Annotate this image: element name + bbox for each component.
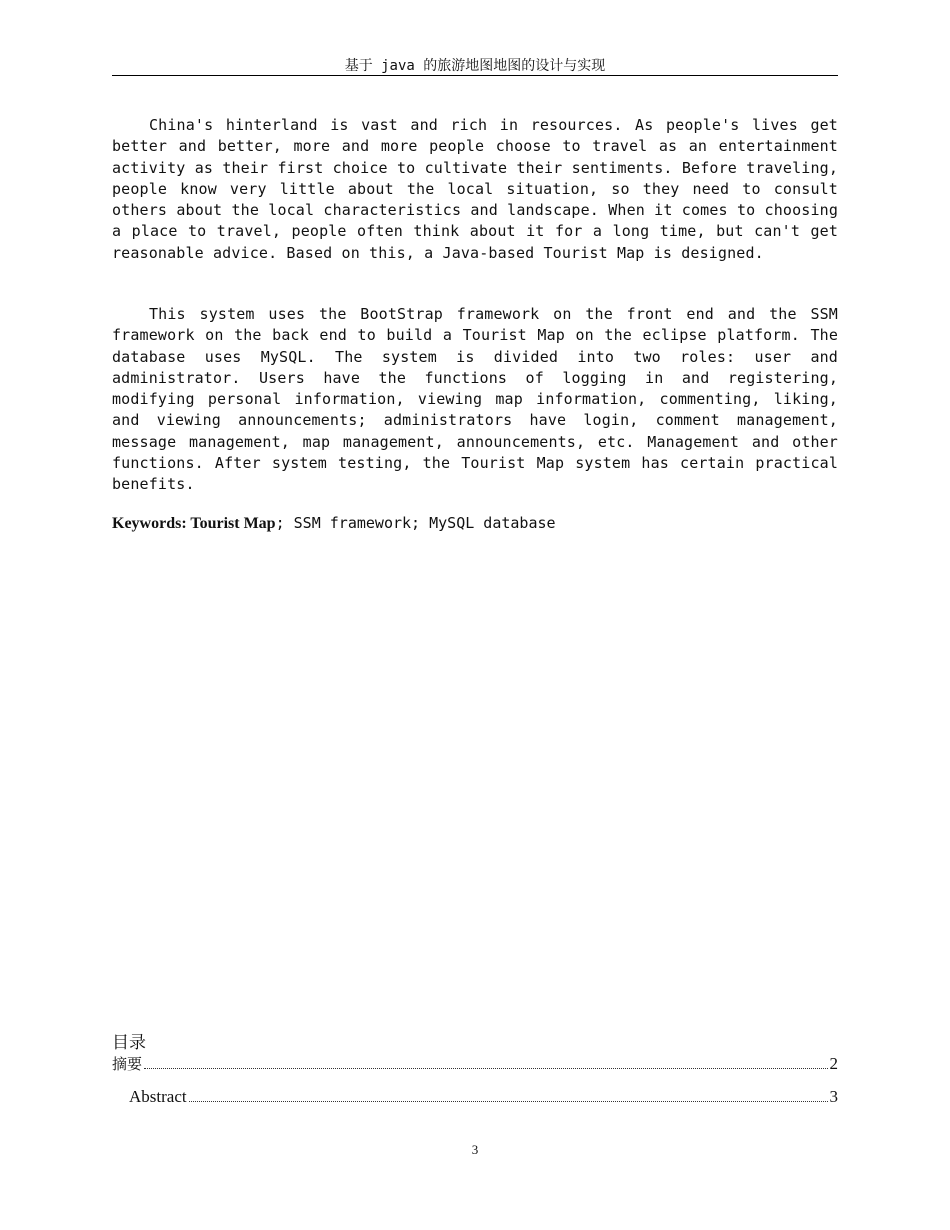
toc-entry-page: 3 [829, 1087, 838, 1106]
toc-entry-label: Abstract [129, 1087, 187, 1106]
header-rule [112, 75, 838, 76]
toc-entry-label: 摘要 [112, 1055, 143, 1073]
toc-leader-dots [189, 1101, 828, 1102]
toc-entry[interactable] [129, 1086, 838, 1108]
toc-leader-dots [144, 1068, 827, 1069]
toc-entry-page: 2 [829, 1054, 838, 1073]
keywords-line [112, 513, 838, 534]
keywords-label: Keywords: Tourist Map [112, 515, 276, 532]
toc-title: 目录 [112, 1033, 146, 1053]
keywords-list: ; SSM framework; MySQL database [275, 514, 556, 532]
abstract-paragraph-1: China's hinterland is vast and rich in resources. As people's lives get better and better, more and more people choose to travel as an entertainment activity as their first choice to cultivate their sentiments. Before traveling, people know very little about the local situation, so they need to consult others about the local characteristics and landscape. When it comes to choosing a place to travel, people often think about it for a long time, but can't get reasonable advice. Based on this, a Java-based Tourist Map is designed. [112, 116, 838, 262]
abstract-paragraph-2: This system uses the BootStrap framework on the front end and the SSM framework on the back end to build a Tourist Map on the eclipse platform. The database uses MySQL. The system is divided into two roles: user and administrator. Users have the functions of logging in and registering, modifying personal information, viewing map information, commenting, liking, and viewing announcements; administrators have login, comment management, message management, map management, announcements, etc. Management and other functions. After system testing, the Tourist Map system has certain practical benefits. [112, 305, 838, 494]
toc-entry[interactable] [112, 1053, 838, 1075]
running-header: 基于 java 的旅游地图地图的设计与实现 [344, 58, 606, 74]
page-number: 3 [471, 1142, 479, 1157]
